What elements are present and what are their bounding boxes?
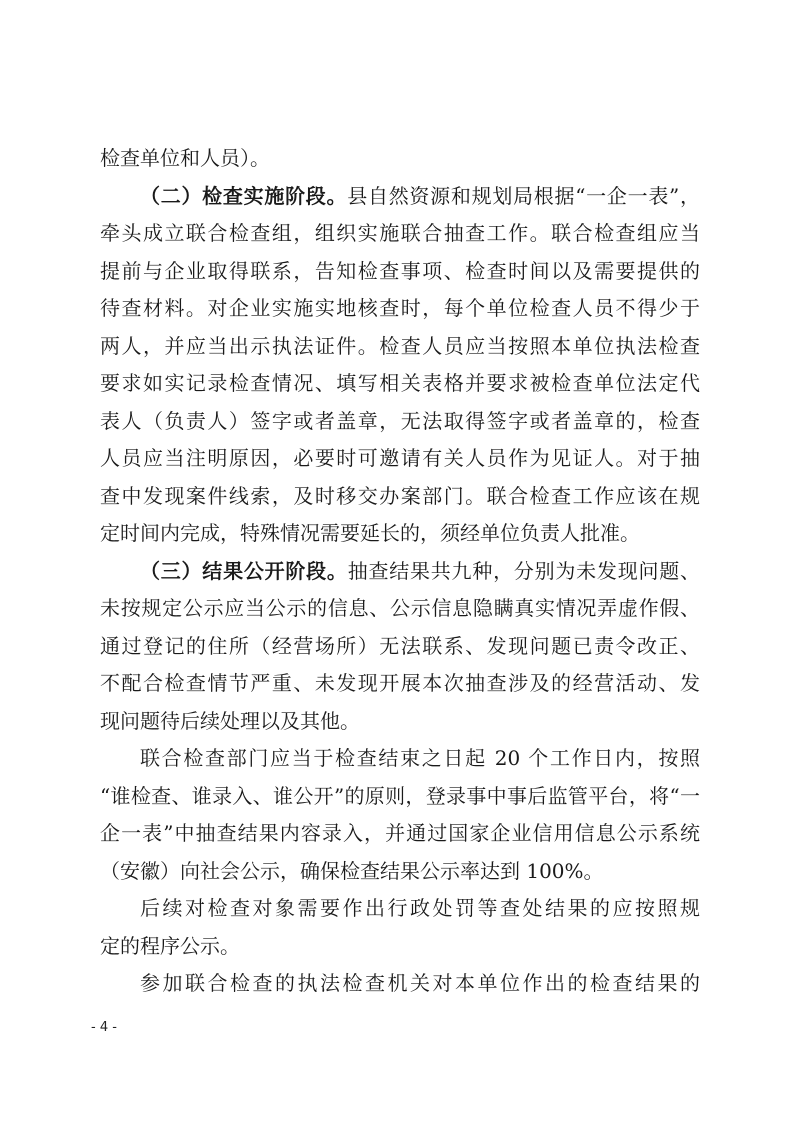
text-line: （安徽）向社会公示，确保检查结果公示率达到 100%。 — [100, 858, 604, 883]
text-line: 定的程序公示。 — [100, 933, 240, 958]
text-line: （二）检查实施阶段。县自然资源和规划局根据“一企一表”， — [140, 183, 701, 208]
paragraph-joint-inspection-agencies — [100, 965, 700, 1003]
text-line: “谁检查、谁录入、谁公开”的原则，登录事中事后监管平台，将“一 — [100, 783, 700, 808]
text-line: 表人（负责人）签字或者盖章，无法取得签字或者盖章的，检查 — [100, 408, 700, 433]
text-line: 牵头成立联合检查组，组织实施联合抽查工作。联合检查组应当 — [100, 221, 700, 245]
text-line: 两人，并应当出示执法证件。检查人员应当按照本单位执法检查 — [100, 333, 700, 358]
text-line: 不配合检查情节严重、未发现开展本次抽查涉及的经营活动、发 — [100, 671, 700, 695]
page-number: - 4 - — [91, 1020, 117, 1035]
text-line: 检查单位和人员）。 — [100, 146, 270, 170]
text-line: 现问题待后续处理以及其他。 — [100, 708, 360, 733]
text-line: 人员应当注明原因，必要时可邀请有关人员作为见证人。对于抽 — [100, 446, 700, 470]
text-line: 提前与企业取得联系，告知检查事项、检查时间以及需要提供的 — [100, 258, 700, 283]
document-body — [100, 140, 700, 1003]
text-line: 查中发现案件线索，及时移交办案部门。联合检查工作应该在规 — [100, 483, 700, 508]
text-line: 要求如实记录检查情况、填写相关表格并要求被检查单位法定代 — [100, 371, 700, 395]
text-line: 定时间内完成，特殊情况需要延长的，须经单位负责人批准。 — [100, 521, 640, 545]
text-line: 未按规定公示应当公示的信息、公示信息隐瞒真实情况弄虚作假、 — [100, 596, 700, 620]
text-line: 联合检查部门应当于检查结束之日起 20 个工作日内，按照 — [140, 746, 700, 770]
paragraph-inspection-stage — [100, 178, 700, 553]
section-heading: （三）结果公开阶段。 — [140, 558, 348, 583]
text-line: 参加联合检查的执法检查机关对本单位作出的检查结果的 — [140, 971, 700, 995]
text-line: 后续对检查对象需要作出行政处罚等查处结果的应按照规 — [140, 896, 700, 920]
section-heading: （二）检查实施阶段。 — [140, 183, 348, 208]
paragraph-publication — [100, 740, 700, 890]
paragraph-penalty-publication — [100, 890, 700, 965]
text-line: （三）结果公开阶段。抽查结果共九种，分别为未发现问题、 — [140, 558, 701, 583]
text-line: 待查材料。对企业实施实地核查时，每个单位检查人员不得少于 — [100, 296, 700, 320]
text-line: 通过登记的住所（经营场所）无法联系、发现问题已责令改正、 — [100, 633, 700, 658]
paragraph-continuation — [100, 140, 700, 178]
paragraph-results-stage — [100, 553, 700, 741]
text-line: 企一表”中抽查结果内容录入，并通过国家企业信用信息公示系统 — [100, 821, 700, 845]
